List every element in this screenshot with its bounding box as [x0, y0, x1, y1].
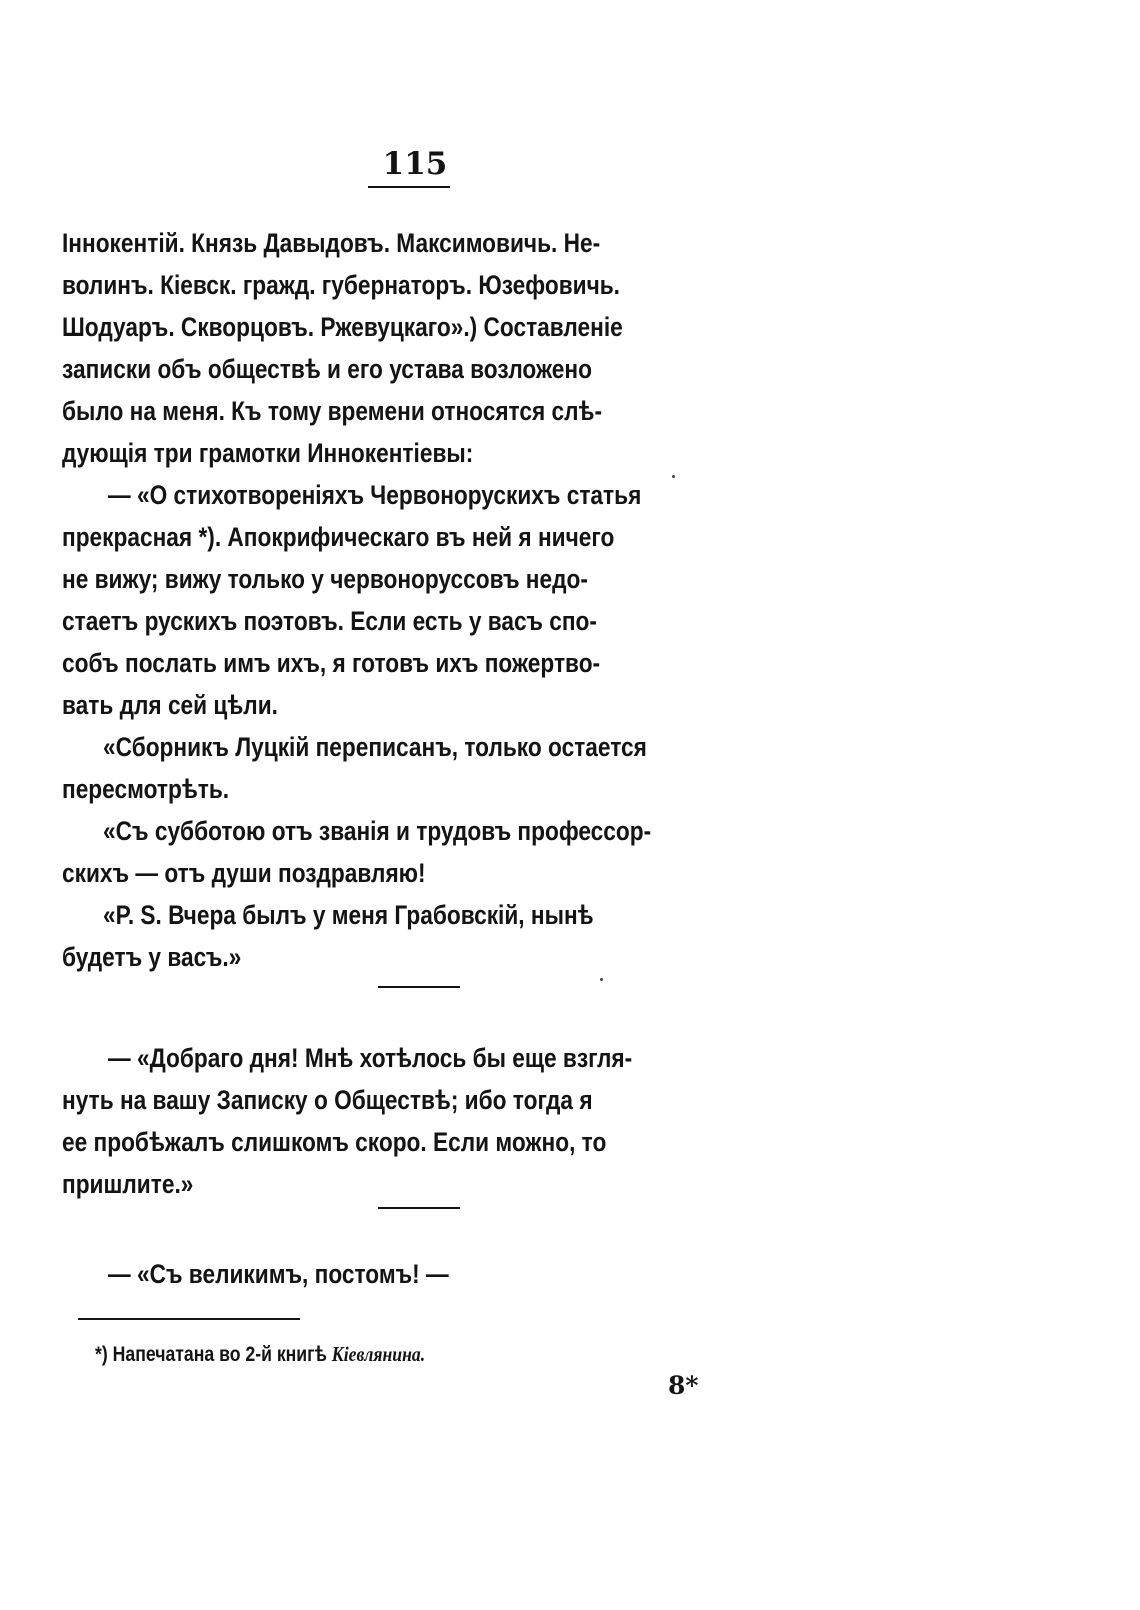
- speck: [672, 475, 675, 478]
- text-line: — «О стихотворенiяхъ Червонорускихъ статья: [108, 480, 642, 510]
- text-line: «Съ субботою отъ званiя и трудовъ профессор-: [103, 816, 652, 846]
- text-line: пришлите.»: [62, 1169, 194, 1199]
- text-line: пересмотрѣть.: [62, 774, 230, 804]
- text-line: скихъ — отъ души поздравляю!: [62, 858, 426, 888]
- text-line: дующiя три грамотки Иннокентiевы:: [62, 438, 474, 468]
- section-divider: [378, 986, 460, 988]
- signature-mark: 8*: [668, 1371, 699, 1400]
- text-line: прекрасная *). Апокрифическаго въ ней я ничего: [62, 522, 615, 552]
- text-line: записки объ обществѣ и его устава возложено: [62, 354, 592, 384]
- text-line: волинъ. Кiевск. гражд. губернаторъ. Юзефовичь.: [62, 270, 620, 300]
- text-line: — «Съ великимъ, постомъ! —: [108, 1259, 449, 1289]
- footnote-marker: *): [95, 1343, 108, 1366]
- footnote-text: Напечатана во 2-й книгѣ: [112, 1343, 332, 1366]
- page-number: 115: [382, 146, 448, 182]
- footnote-italic-title: Кiевлянина.: [331, 1342, 426, 1366]
- text-line: — «Добраго дня! Мнѣ хотѣлось бы еще взгля-: [108, 1043, 633, 1073]
- page-number-rule: [368, 186, 450, 188]
- footnote-rule: [78, 1318, 300, 1320]
- text-line: вать для сей цѣли.: [62, 690, 278, 720]
- text-line: Iннокентiй. Князь Давыдовъ. Максимовичь. Не-: [62, 228, 601, 258]
- text-line: будетъ у васъ.»: [62, 942, 242, 972]
- text-line: «P. S. Вчера былъ у меня Грабовскiй, нынѣ: [103, 900, 594, 930]
- footnote: [95, 1340, 425, 1369]
- text-line: Шодуаръ. Скворцовъ. Ржевуцкаго».) Составленiе: [62, 312, 623, 342]
- text-line: собъ послать имъ ихъ, я готовъ ихъ пожертво-: [62, 648, 601, 678]
- section-divider: [378, 1207, 460, 1209]
- text-line: «Сборникъ Луцкiй переписанъ, только остается: [103, 732, 647, 762]
- text-line: ее пробѣжалъ слишкомъ скоро. Если можно, то: [62, 1127, 607, 1157]
- text-line: не вижу; вижу только у червоноруссовъ недо-: [62, 564, 588, 594]
- text-line: было на меня. Къ тому времени относятся слѣ-: [62, 396, 603, 426]
- speck: [600, 978, 603, 981]
- text-line: стаетъ рускихъ поэтовъ. Если есть у васъ спо-: [62, 606, 597, 636]
- text-line: нуть на вашу Записку о Обществѣ; ибо тогда я: [62, 1085, 593, 1115]
